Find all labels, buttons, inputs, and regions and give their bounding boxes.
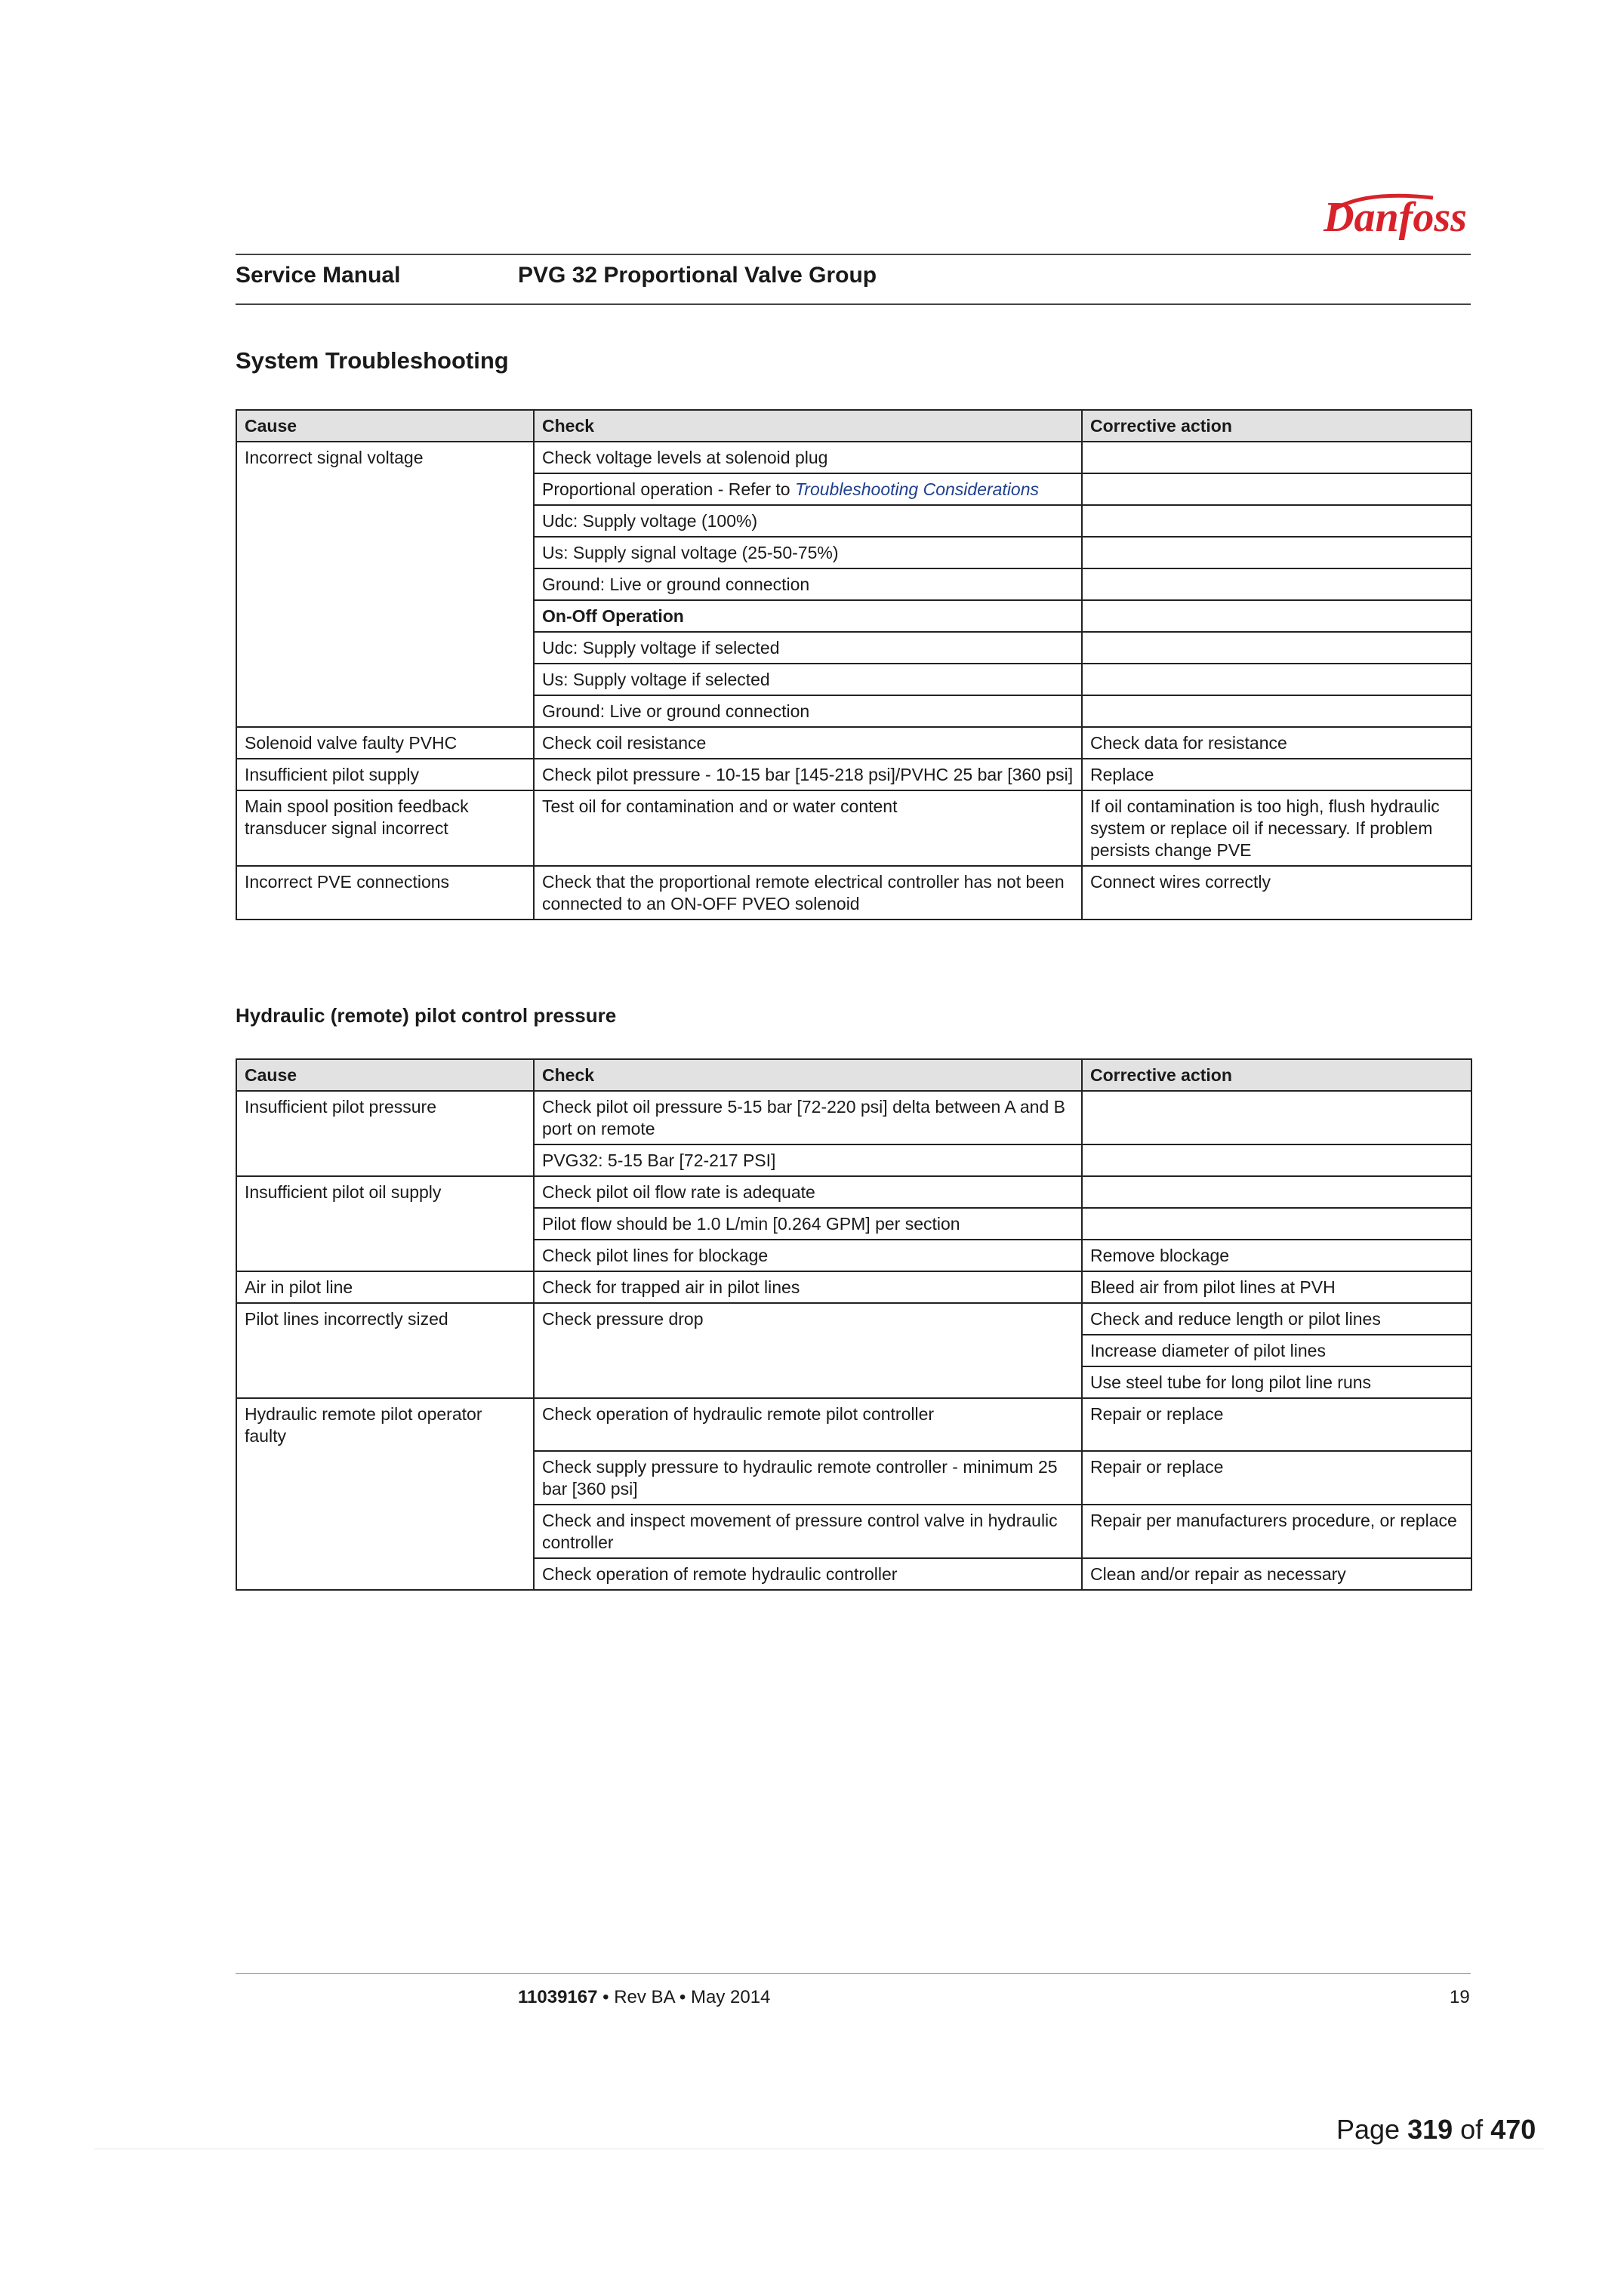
table-row bbox=[236, 442, 1471, 473]
table-row bbox=[236, 600, 1471, 632]
cause-cell: Solenoid valve faulty PVHC bbox=[236, 727, 534, 759]
action-cell bbox=[1082, 1144, 1471, 1176]
pager-of: of bbox=[1453, 2114, 1491, 2145]
check-cell: Check pilot pressure - 10-15 bar [145-218 psi]/PVHC 25 bar [360 psi] bbox=[534, 759, 1082, 790]
footer-rule bbox=[236, 1973, 1471, 1974]
action-cell bbox=[1082, 1176, 1471, 1208]
check-cell bbox=[534, 1335, 1082, 1366]
check-cell: Check operation of hydraulic remote pilot controller bbox=[534, 1398, 1082, 1451]
table-row bbox=[236, 632, 1471, 664]
header-check: Check bbox=[534, 1059, 1082, 1091]
action-cell bbox=[1082, 568, 1471, 600]
cause-cell: Pilot lines incorrectly sized bbox=[236, 1303, 534, 1335]
header-manual-label: Service Manual bbox=[236, 263, 401, 288]
header-title: PVG 32 Proportional Valve Group bbox=[518, 263, 877, 288]
check-cell: Check for trapped air in pilot lines bbox=[534, 1271, 1082, 1303]
header-bottom-rule bbox=[236, 303, 1471, 305]
table-row bbox=[236, 695, 1471, 727]
check-cell: Udc: Supply voltage if selected bbox=[534, 632, 1082, 664]
action-cell bbox=[1082, 695, 1471, 727]
pager-prefix: Page bbox=[1336, 2114, 1408, 2145]
table-row bbox=[236, 1398, 1471, 1451]
table-row bbox=[236, 568, 1471, 600]
table-row bbox=[236, 537, 1471, 568]
cause-cell bbox=[236, 695, 534, 727]
action-cell: Connect wires correctly bbox=[1082, 866, 1471, 920]
table-row bbox=[236, 1451, 1471, 1505]
pager-total: 470 bbox=[1490, 2114, 1536, 2145]
table-header-row bbox=[236, 410, 1471, 442]
section-title: System Troubleshooting bbox=[236, 347, 509, 374]
cause-cell bbox=[236, 1451, 534, 1505]
table-row bbox=[236, 505, 1471, 537]
footer-page-number: 19 bbox=[1450, 1987, 1470, 2007]
cause-cell bbox=[236, 1208, 534, 1240]
check-cell: Ground: Live or ground connection bbox=[534, 568, 1082, 600]
cause-cell: Incorrect signal voltage bbox=[236, 442, 534, 473]
footer-document-info bbox=[518, 1987, 770, 2008]
header-corrective-action: Corrective action bbox=[1082, 1059, 1471, 1091]
table-row bbox=[236, 1240, 1471, 1271]
check-cell: Check and inspect movement of pressure control valve in hydraulic controller bbox=[534, 1505, 1082, 1558]
cause-cell: Incorrect PVE connections bbox=[236, 866, 534, 920]
cause-cell: Hydraulic remote pilot operator faulty bbox=[236, 1398, 534, 1451]
check-text: Proportional operation - Refer to bbox=[542, 479, 795, 499]
cause-cell bbox=[236, 1240, 534, 1271]
cause-cell bbox=[236, 473, 534, 505]
cause-cell: Insufficient pilot oil supply bbox=[236, 1176, 534, 1208]
check-cell bbox=[534, 473, 1082, 505]
action-cell bbox=[1082, 600, 1471, 632]
action-cell: Clean and/or repair as necessary bbox=[1082, 1558, 1471, 1590]
action-cell bbox=[1082, 664, 1471, 695]
cause-cell bbox=[236, 1558, 534, 1590]
table-row bbox=[236, 1091, 1471, 1144]
action-cell: Repair or replace bbox=[1082, 1451, 1471, 1505]
danfoss-logo bbox=[1320, 187, 1471, 248]
check-cell: Ground: Live or ground connection bbox=[534, 695, 1082, 727]
pager-current: 319 bbox=[1407, 2114, 1453, 2145]
action-cell: Replace bbox=[1082, 759, 1471, 790]
check-cell: Check pressure drop bbox=[534, 1303, 1082, 1335]
cause-cell: Air in pilot line bbox=[236, 1271, 534, 1303]
table-row bbox=[236, 664, 1471, 695]
action-cell: Use steel tube for long pilot line runs bbox=[1082, 1366, 1471, 1398]
header-top-rule bbox=[236, 254, 1471, 255]
action-cell bbox=[1082, 442, 1471, 473]
check-cell: Check pilot oil pressure 5-15 bar [72-220 psi] delta between A and B port on remote bbox=[534, 1091, 1082, 1144]
check-cell: Check voltage levels at solenoid plug bbox=[534, 442, 1082, 473]
cause-cell bbox=[236, 568, 534, 600]
action-cell: Increase diameter of pilot lines bbox=[1082, 1335, 1471, 1366]
action-cell bbox=[1082, 537, 1471, 568]
cause-cell bbox=[236, 664, 534, 695]
table-row bbox=[236, 1176, 1471, 1208]
action-cell: If oil contamination is too high, flush hydraulic system or replace oil if necessary. If problem persists change PVE bbox=[1082, 790, 1471, 866]
table-row bbox=[236, 1303, 1471, 1335]
table-row bbox=[236, 1558, 1471, 1590]
table-row bbox=[236, 1271, 1471, 1303]
cause-cell bbox=[236, 632, 534, 664]
check-cell: Check pilot lines for blockage bbox=[534, 1240, 1082, 1271]
cause-cell bbox=[236, 1366, 534, 1398]
table-row bbox=[236, 866, 1471, 920]
table-row bbox=[236, 1144, 1471, 1176]
check-cell: PVG32: 5-15 Bar [72-217 PSI] bbox=[534, 1144, 1082, 1176]
table-row bbox=[236, 473, 1471, 505]
logo-text: Danfoss bbox=[1324, 194, 1467, 241]
check-cell: Us: Supply signal voltage (25-50-75%) bbox=[534, 537, 1082, 568]
table-header-row bbox=[236, 1059, 1471, 1091]
cause-cell: Insufficient pilot pressure bbox=[236, 1091, 534, 1144]
page-indicator bbox=[1336, 2114, 1536, 2146]
header-corrective-action: Corrective action bbox=[1082, 410, 1471, 442]
cause-cell: Main spool position feedback transducer signal incorrect bbox=[236, 790, 534, 866]
subsection-title: Hydraulic (remote) pilot control pressure bbox=[236, 1004, 617, 1027]
cause-cell bbox=[236, 600, 534, 632]
action-cell: Check and reduce length or pilot lines bbox=[1082, 1303, 1471, 1335]
check-cell: Pilot flow should be 1.0 L/min [0.264 GPM] per section bbox=[534, 1208, 1082, 1240]
action-cell: Remove blockage bbox=[1082, 1240, 1471, 1271]
action-cell: Bleed air from pilot lines at PVH bbox=[1082, 1271, 1471, 1303]
check-cell: Check pilot oil flow rate is adequate bbox=[534, 1176, 1082, 1208]
table-row bbox=[236, 1208, 1471, 1240]
cause-cell bbox=[236, 1335, 534, 1366]
header-cause: Cause bbox=[236, 410, 534, 442]
check-cell: Test oil for contamination and or water content bbox=[534, 790, 1082, 866]
check-cell: Udc: Supply voltage (100%) bbox=[534, 505, 1082, 537]
cause-cell bbox=[236, 1505, 534, 1558]
action-cell bbox=[1082, 473, 1471, 505]
system-troubleshooting-table bbox=[236, 409, 1472, 920]
check-cell bbox=[534, 1366, 1082, 1398]
table-row bbox=[236, 759, 1471, 790]
action-cell bbox=[1082, 1091, 1471, 1144]
footer-revision: • Rev BA • May 2014 bbox=[597, 1987, 771, 2007]
hydraulic-pilot-pressure-table bbox=[236, 1058, 1472, 1591]
header-cause: Cause bbox=[236, 1059, 534, 1091]
cause-cell bbox=[236, 1144, 534, 1176]
action-cell: Check data for resistance bbox=[1082, 727, 1471, 759]
cause-cell bbox=[236, 505, 534, 537]
cause-cell bbox=[236, 537, 534, 568]
action-cell bbox=[1082, 505, 1471, 537]
action-cell: Repair per manufacturers procedure, or replace bbox=[1082, 1505, 1471, 1558]
table-row bbox=[236, 1366, 1471, 1398]
table-row bbox=[236, 1335, 1471, 1366]
action-cell bbox=[1082, 632, 1471, 664]
check-cell-subheading: On-Off Operation bbox=[534, 600, 1082, 632]
check-cell: Check operation of remote hydraulic controller bbox=[534, 1558, 1082, 1590]
header-check: Check bbox=[534, 410, 1082, 442]
check-cell: Check supply pressure to hydraulic remote controller - minimum 25 bar [360 psi] bbox=[534, 1451, 1082, 1505]
check-cell: Us: Supply voltage if selected bbox=[534, 664, 1082, 695]
action-cell bbox=[1082, 1208, 1471, 1240]
footer-doc-number: 11039167 bbox=[518, 1987, 598, 2007]
table-row bbox=[236, 727, 1471, 759]
table-row bbox=[236, 1505, 1471, 1558]
check-cell: Check coil resistance bbox=[534, 727, 1082, 759]
table-row bbox=[236, 790, 1471, 866]
cause-cell: Insufficient pilot supply bbox=[236, 759, 534, 790]
troubleshooting-considerations-link[interactable]: Troubleshooting Considerations bbox=[794, 479, 1040, 499]
check-cell: Check that the proportional remote electrical controller has not been connected to an ON-OFF PVEO solenoid bbox=[534, 866, 1082, 920]
action-cell: Repair or replace bbox=[1082, 1398, 1471, 1451]
